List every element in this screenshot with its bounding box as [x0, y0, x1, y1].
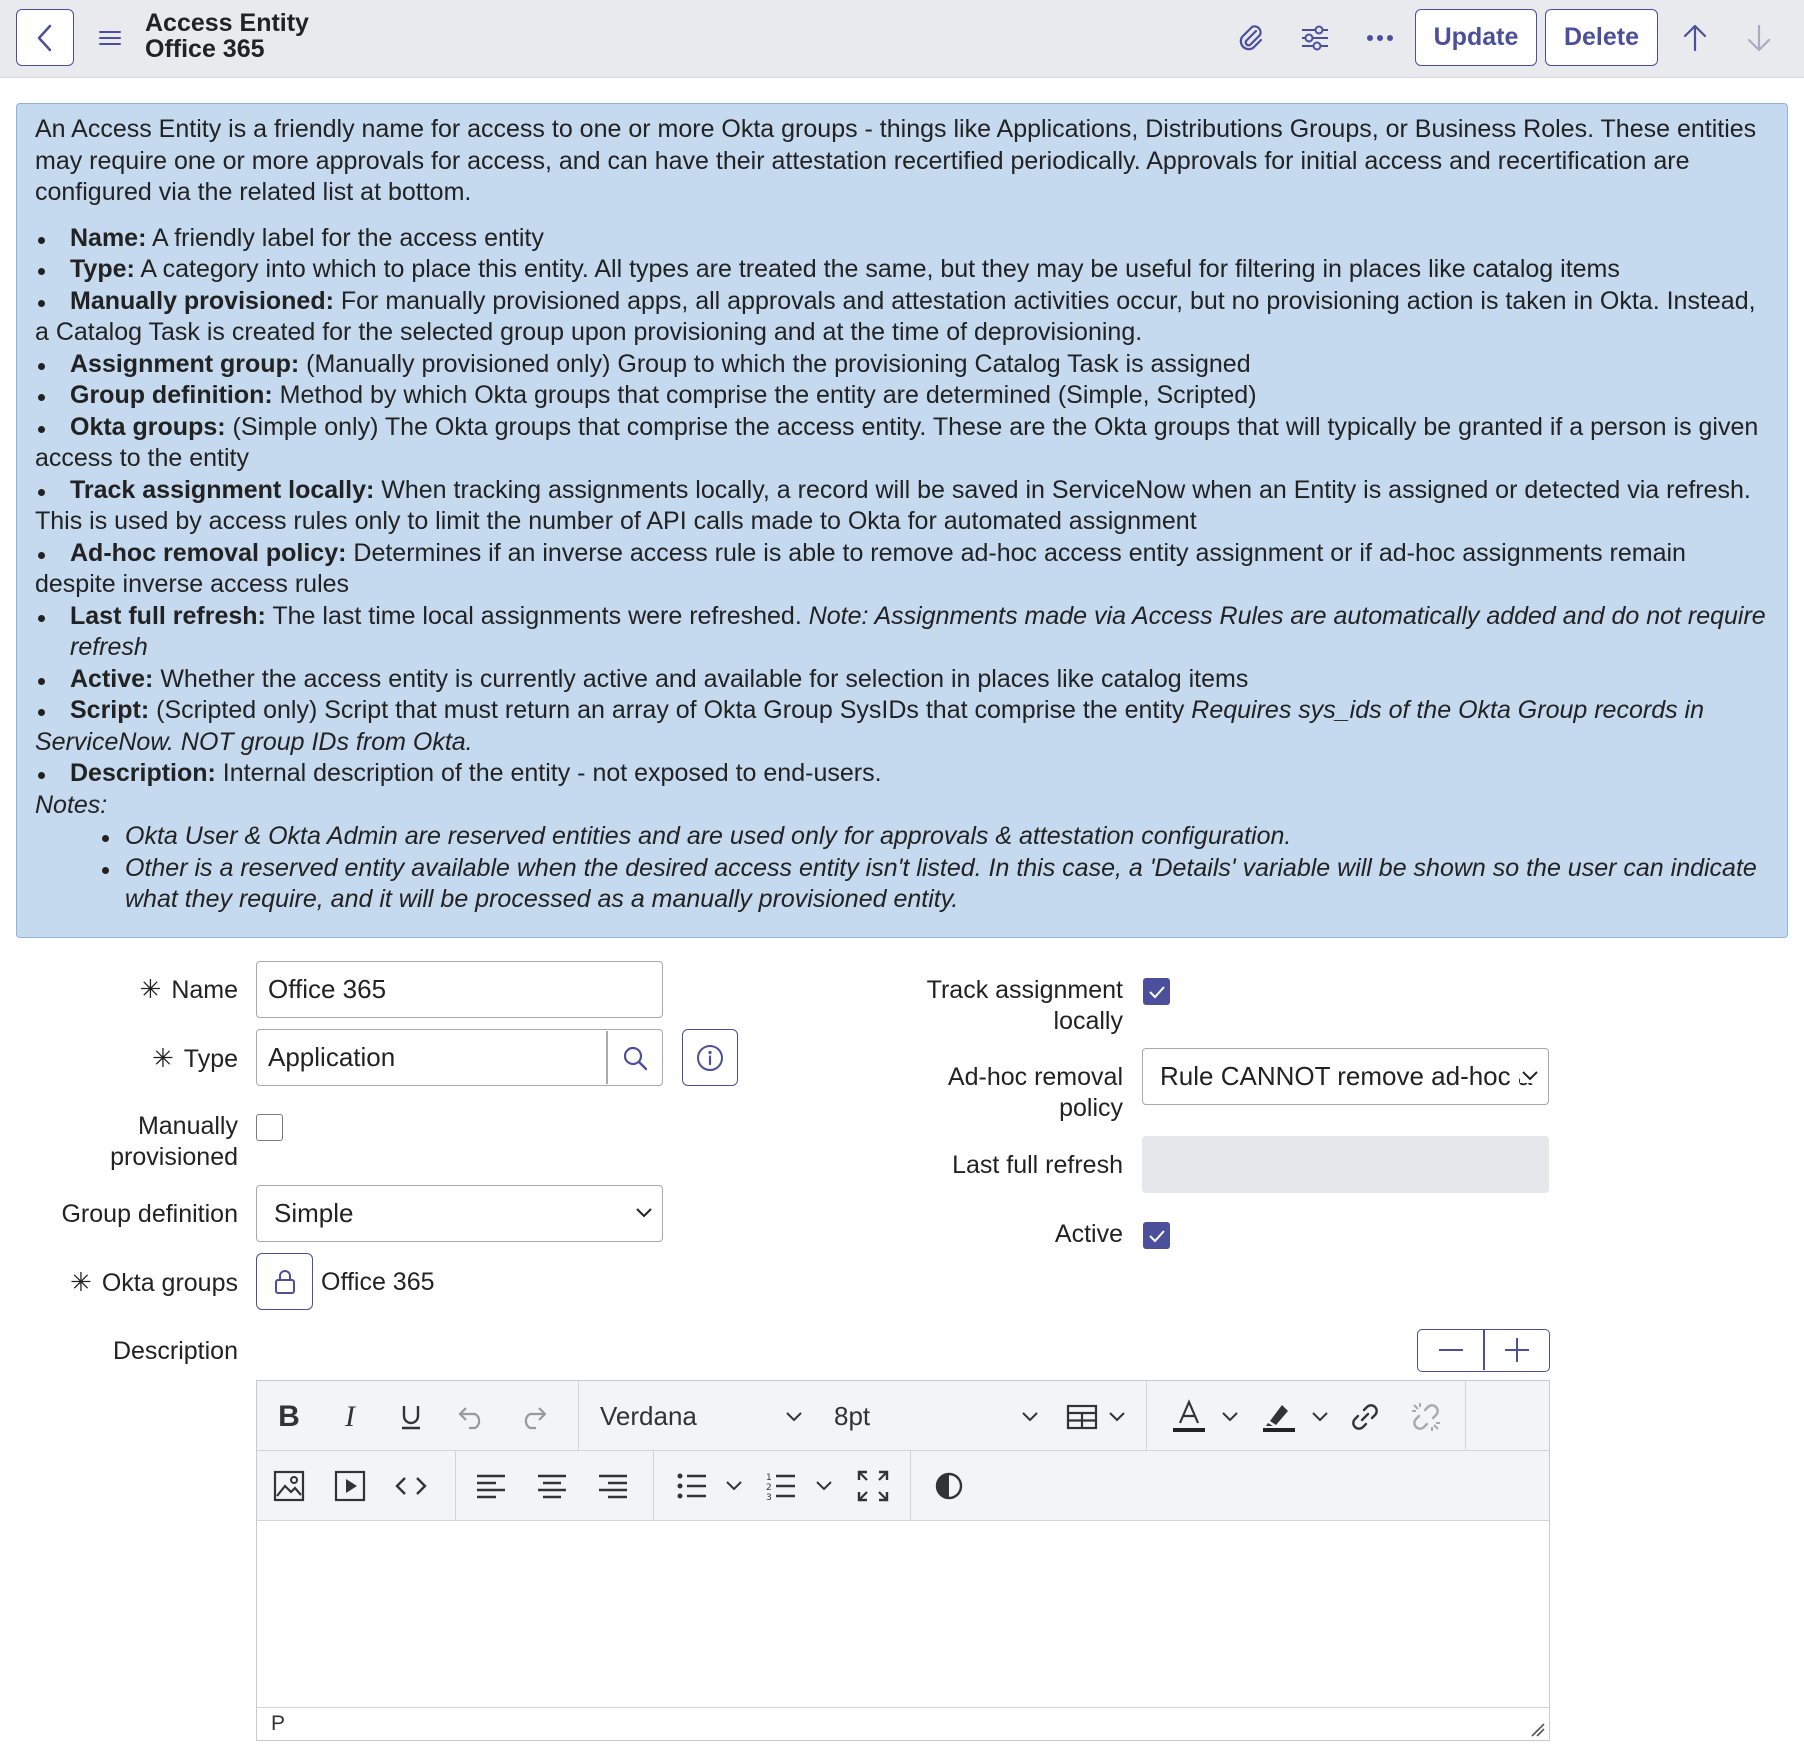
help-item-last-full-refresh: Last full refresh: The last time local assignments were refreshed. Note: Assignments made via Access Rules are automatically added and do not require refresh	[35, 601, 1769, 664]
chevron-down-icon[interactable]	[724, 1479, 744, 1493]
info-message-box	[16, 103, 1788, 938]
more-options-icon[interactable]	[1362, 20, 1398, 56]
chevron-down-icon[interactable]	[1107, 1410, 1127, 1424]
chevron-down-icon[interactable]	[1020, 1410, 1040, 1424]
group-definition-value: Simple	[274, 1198, 354, 1228]
highlight-color-icon[interactable]	[1259, 1395, 1299, 1439]
help-item-manually-provisioned: Manually provisioned: For manually provisioned apps, all approvals and attestation activities occur, but no provisioning action is taken in Okta. Instead, a Catalog Task is created for the selected group upon provisioning and at the time of deprovisioning.	[35, 286, 1769, 349]
element-path: P	[271, 1712, 286, 1735]
shrink-editor-button[interactable]	[1418, 1330, 1483, 1370]
table-icon[interactable]	[1062, 1397, 1102, 1437]
fullscreen-icon[interactable]	[853, 1466, 893, 1506]
align-center-icon[interactable]	[532, 1466, 572, 1506]
redo-icon[interactable]	[513, 1397, 553, 1437]
italic-icon[interactable]: I	[345, 1400, 355, 1433]
chevron-down-icon[interactable]	[1310, 1410, 1330, 1424]
undo-icon[interactable]	[452, 1397, 492, 1437]
align-right-icon[interactable]	[593, 1466, 633, 1506]
svg-text:2: 2	[766, 1483, 772, 1493]
link-icon[interactable]	[1345, 1397, 1385, 1437]
editor-statusbar	[257, 1707, 1549, 1740]
unlink-icon[interactable]	[1406, 1397, 1446, 1437]
help-item-description: Description: Internal description of the entity - not exposed to end-users.	[35, 758, 1769, 790]
required-asterisk-icon: ✳	[70, 1267, 92, 1297]
checkmark-icon	[1148, 985, 1166, 999]
search-icon[interactable]	[608, 1031, 662, 1084]
help-item-track-assignment: Track assignment locally: When tracking assignments locally, a record will be saved in ServiceNow when an Entity is assigned or detected via refresh. This is used by access rules only to limit the number of API calls made to Okta for automated assignment	[35, 475, 1769, 538]
adhoc-removal-select[interactable]	[1142, 1048, 1549, 1105]
help-item-name: Name: A friendly label for the access entity	[35, 223, 1769, 255]
toolbar-divider	[1146, 1381, 1147, 1451]
record-title	[145, 10, 309, 62]
manually-provisioned-label: Manually provisioned	[110, 1112, 238, 1171]
minus-icon	[1438, 1348, 1464, 1352]
chevron-down-icon[interactable]	[1220, 1410, 1240, 1424]
svg-text:1: 1	[766, 1473, 772, 1483]
last-full-refresh-label: Last full refresh	[952, 1151, 1123, 1179]
manually-provisioned-checkbox[interactable]	[256, 1114, 283, 1141]
help-item-okta-groups: Okta groups: (Simple only) The Okta groups that comprise the access entity. These are the Okta groups that will typically be granted if a person is given access to the entity	[35, 412, 1769, 475]
chevron-down-icon[interactable]	[814, 1479, 834, 1493]
track-assignment-checkbox[interactable]	[1143, 978, 1170, 1005]
chevron-down-icon[interactable]	[784, 1410, 804, 1424]
name-input[interactable]: Office 365	[256, 961, 663, 1018]
help-item-assignment-group: Assignment group: (Manually provisioned only) Group to which the provisioning Catalog Task is assigned	[35, 349, 1769, 381]
toolbar-divider	[578, 1381, 579, 1451]
font-size-select[interactable]: 8pt	[834, 1401, 871, 1431]
align-left-icon[interactable]	[471, 1466, 511, 1506]
group-definition-label: Group definition	[61, 1200, 238, 1228]
description-label: Description	[112, 1337, 238, 1365]
record-display-value: Office 365	[145, 35, 265, 63]
type-label: ✳ Type	[152, 1043, 238, 1073]
insert-video-icon[interactable]	[330, 1466, 370, 1506]
insert-image-icon[interactable]	[269, 1466, 309, 1506]
unlock-okta-groups-button[interactable]	[256, 1253, 313, 1310]
editor-content-area[interactable]	[257, 1521, 1549, 1707]
chevron-down-icon	[634, 1206, 654, 1220]
notes-label: Notes:	[35, 790, 108, 819]
notes-list	[35, 821, 1769, 916]
info-circle-icon	[696, 1044, 724, 1072]
bold-icon[interactable]: B	[278, 1400, 300, 1433]
arrow-up-icon[interactable]	[1677, 20, 1713, 56]
expand-editor-button[interactable]	[1484, 1330, 1549, 1370]
required-asterisk-icon: ✳	[139, 974, 162, 1004]
field-help-list	[35, 223, 1769, 790]
active-label: Active	[1054, 1220, 1123, 1248]
name-label: ✳ Name	[139, 974, 238, 1004]
editor-toolbar-row-1	[257, 1381, 1549, 1451]
checkmark-icon	[1148, 1229, 1166, 1243]
help-item-active: Active: Whether the access entity is currently active and available for selection in places like catalog items	[35, 664, 1769, 696]
chevron-down-icon	[1520, 1069, 1540, 1083]
back-button[interactable]	[16, 9, 74, 66]
record-table-name: Access Entity	[145, 9, 309, 37]
help-item-script: Script: (Scripted only) Script that must return an array of Okta Group SysIDs that comprise the entity Requires sys_ids of the Okta Group records in ServiceNow. NOT group IDs from Okta.	[35, 695, 1769, 758]
note-item: Other is a reserved entity available when the desired access entity isn't listed. In this case, a 'Details' variable will be shown so the user can indicate what they require, and it will be processed as a manually provisioned entity.	[35, 853, 1769, 916]
okta-groups-label: ✳ Okta groups	[70, 1267, 238, 1297]
lock-icon	[272, 1268, 298, 1296]
toolbar-divider	[653, 1451, 654, 1521]
underline-icon[interactable]	[391, 1397, 431, 1437]
help-item-group-definition: Group definition: Method by which Okta groups that comprise the entity are determined (Simple, Scripted)	[35, 380, 1769, 412]
type-reference-input[interactable]	[256, 1029, 663, 1086]
plus-icon	[1504, 1337, 1530, 1363]
text-color-icon[interactable]	[1169, 1395, 1209, 1439]
toolbar-divider	[1465, 1381, 1466, 1451]
bullet-list-icon[interactable]	[672, 1466, 712, 1506]
svg-text:3: 3	[766, 1493, 772, 1501]
contrast-icon[interactable]	[929, 1466, 969, 1506]
hamburger-menu-icon[interactable]	[96, 24, 124, 52]
type-value: Application	[268, 1042, 396, 1072]
adhoc-removal-value: Rule CANNOT remove ad-hoc a	[1160, 1061, 1533, 1091]
font-family-select[interactable]: Verdana	[600, 1401, 697, 1431]
info-button[interactable]	[682, 1029, 738, 1086]
track-assignment-label: Track assignment locally	[926, 976, 1123, 1035]
delete-button[interactable]: Delete	[1545, 9, 1658, 66]
info-intro: An Access Entity is a friendly name for access to one or more Okta groups - things like Applications, Distributions Groups, or Business Roles. These entities may require one or more approvals for access, and can have their attestation recertified periodically. Approvals for initial access and recertification are configured via the related list at bottom.	[35, 115, 1757, 206]
settings-sliders-icon[interactable]	[1297, 20, 1333, 56]
form-header	[0, 0, 1804, 78]
group-definition-select[interactable]	[256, 1185, 663, 1242]
toolbar-divider	[455, 1451, 456, 1521]
required-asterisk-icon: ✳	[152, 1043, 174, 1073]
description-editor	[256, 1380, 1550, 1741]
note-item: Okta User & Okta Admin are reserved entities and are used only for approvals & attestation configuration.	[35, 821, 1769, 853]
source-code-icon[interactable]	[391, 1466, 431, 1506]
last-full-refresh-input	[1142, 1136, 1549, 1193]
adhoc-removal-label: Ad-hoc removal policy	[947, 1063, 1123, 1122]
paperclip-icon[interactable]	[1232, 20, 1268, 56]
toolbar-divider	[910, 1451, 911, 1521]
arrow-down-icon[interactable]	[1741, 20, 1777, 56]
okta-groups-value[interactable]: Office 365	[321, 1268, 435, 1296]
help-item-adhoc-removal: Ad-hoc removal policy: Determines if an inverse access rule is able to remove ad-hoc access entity assignment or if ad-hoc assignments remain despite inverse access rules	[35, 538, 1769, 601]
resize-handle-icon[interactable]	[1529, 1721, 1545, 1737]
help-item-type: Type: A category into which to place this entity. All types are treated the same, but they may be useful for filtering in places like catalog items	[35, 254, 1769, 286]
active-checkbox[interactable]	[1143, 1222, 1170, 1249]
chevron-left-icon	[34, 23, 56, 53]
update-button[interactable]: Update	[1415, 9, 1537, 66]
numbered-list-icon[interactable]	[761, 1466, 801, 1506]
editor-resize-controls	[1417, 1329, 1550, 1372]
editor-toolbar-row-2	[257, 1451, 1549, 1521]
